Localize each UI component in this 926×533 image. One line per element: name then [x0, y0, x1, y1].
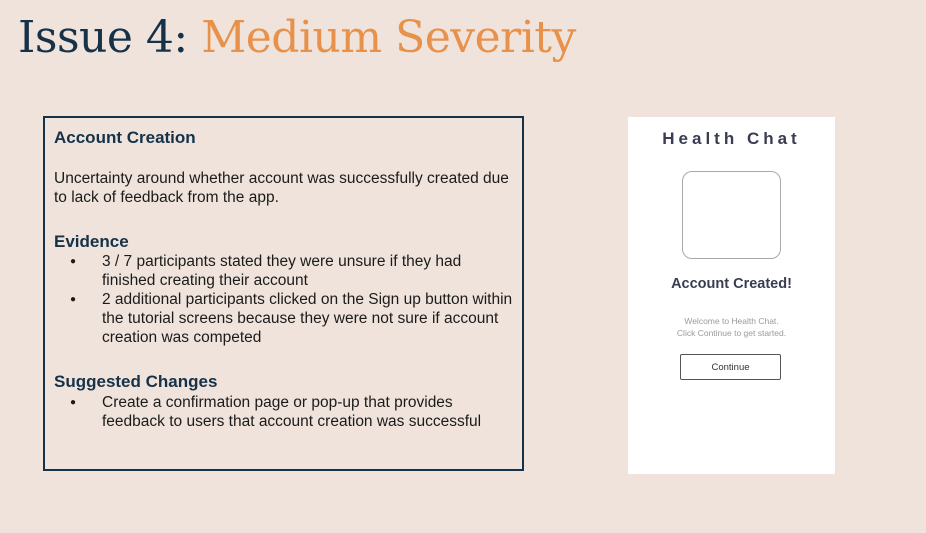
welcome-line: Click Continue to get started.	[676, 328, 787, 338]
welcome-line: Welcome to Health Chat.	[684, 316, 779, 326]
evidence-list	[54, 252, 514, 347]
changes-list	[54, 393, 514, 431]
evidence-heading: Evidence	[54, 232, 129, 251]
image-placeholder	[682, 171, 781, 259]
continue-button[interactable]: Continue	[680, 354, 781, 380]
issue-description: Uncertainty around whether account was successfully created due to lack of feedback from the app.	[54, 170, 509, 206]
changes-heading: Suggested Changes	[54, 372, 218, 391]
evidence-item: ● 3 / 7 participants stated they were unsure if they had finished creating their account	[54, 252, 514, 290]
welcome-message	[628, 315, 835, 339]
app-mockup	[628, 117, 835, 474]
status-heading: Account Created!	[671, 276, 792, 292]
change-item: ● Create a confirmation page or pop-up that provides feedback to users that account creation was successful	[54, 393, 514, 431]
title-prefix: Issue 4:	[18, 12, 202, 63]
card-heading: Account Creation	[54, 128, 196, 147]
evidence-item: ● 2 additional participants clicked on the Sign up button within the tutorial screens because they were not sure if account creation was competed	[54, 290, 514, 347]
severity-label: Medium Severity	[201, 12, 576, 63]
slide-title	[18, 8, 576, 68]
issue-card	[43, 116, 524, 471]
app-name: Health Chat	[662, 129, 801, 148]
